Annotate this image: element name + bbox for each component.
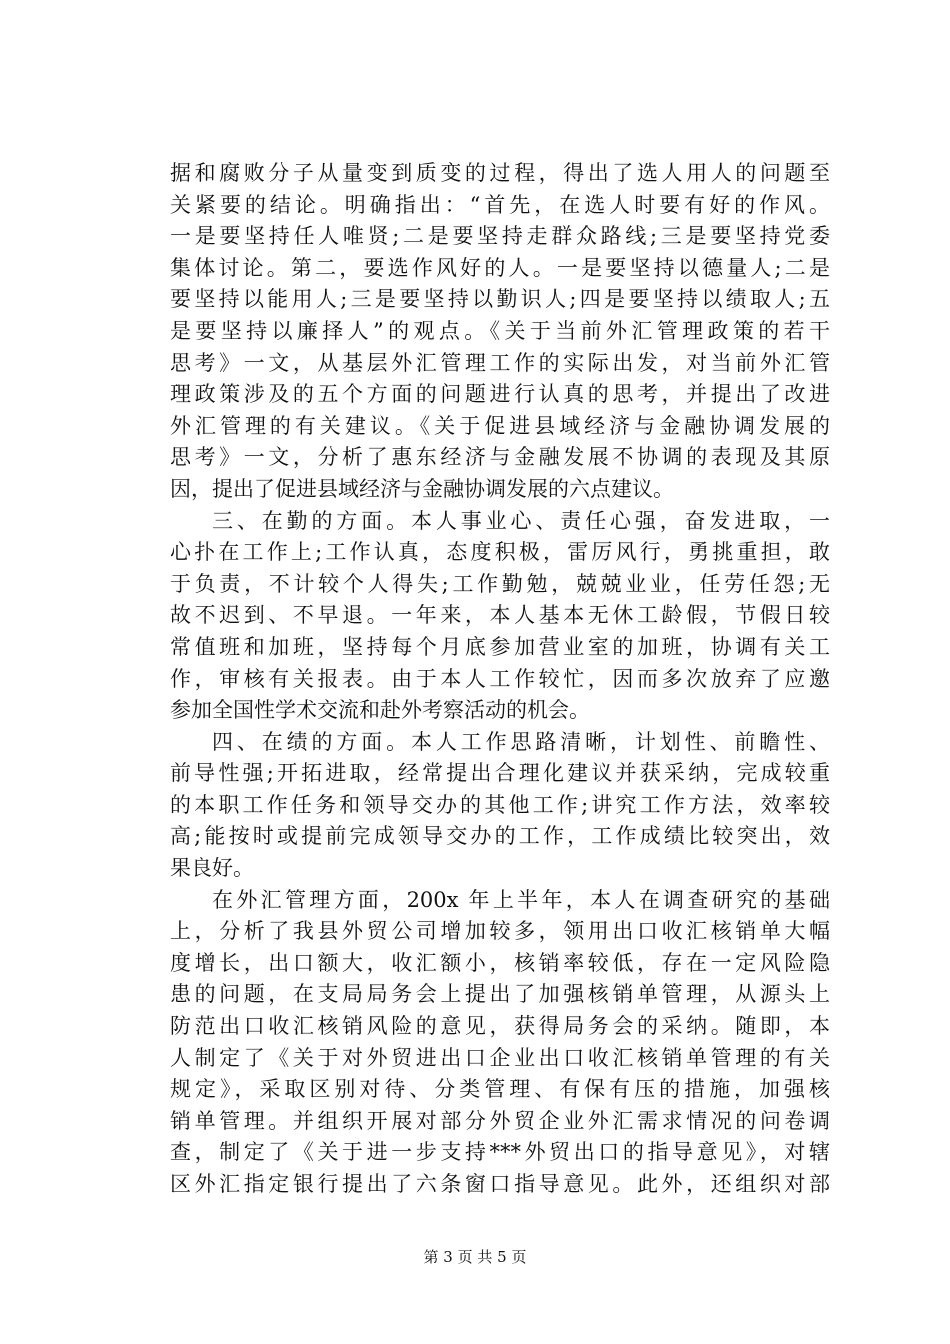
text-line: 参加全国性学术交流和赴外考察活动的机会。 — [170, 698, 590, 723]
text-line: 度增长，出口额大，收汇额小，核销率较低，存在一定风险隐 — [170, 950, 830, 975]
text-line: 区外汇指定银行提出了六条窗口指导意见。此外，还组织对部 — [170, 1172, 830, 1196]
text-line: 是要坚持以廉择人”的观点。《关于当前外汇管理政策的若干 — [170, 318, 830, 343]
text-line: 高;能按时或提前完成领导交办的工作，工作成绩比较突出，效 — [170, 824, 830, 849]
text-line: 心扑在工作上;工作认真，态度积极，雷厉风行，勇挑重担，敢 — [170, 540, 830, 565]
text-line: 理政策涉及的五个方面的问题进行认真的思考，并提出了改进 — [170, 382, 830, 407]
text-line: 作，审核有关报表。由于本人工作较忙，因而多次放弃了应邀 — [170, 666, 830, 691]
text-line: 故不迟到、不早退。一年来，本人基本无休工龄假，节假日较 — [170, 603, 830, 628]
text-line: 一是要坚持任人唯贤;二是要坚持走群众路线;三是要坚持党委 — [170, 224, 830, 249]
text-line: 防范出口收汇核销风险的意见，获得局务会的采纳。随即，本 — [170, 1014, 830, 1039]
text-line: 在外汇管理方面，200x 年上半年，本人在调查研究的基础 — [212, 887, 830, 912]
text-line: 人制定了《关于对外贸进出口企业出口收汇核销单管理的有关 — [170, 1045, 830, 1070]
text-line: 关紧要的结论。明确指出：“首先，在选人时要有好的作风。 — [170, 192, 830, 217]
text-line: 的本职工作任务和领导交办的其他工作;讲究工作方法，效率较 — [170, 792, 830, 817]
text-line: 规定》，采取区别对待、分类管理、有保有压的措施，加强核 — [170, 1077, 830, 1102]
text-line: 果良好。 — [170, 856, 254, 881]
text-line: 要坚持以能用人;三是要坚持以勤识人;四是要坚持以绩取人;五 — [170, 287, 830, 312]
text-line: 外汇管理的有关建议。《关于促进县域经济与金融协调发展的 — [170, 413, 830, 438]
text-line: 于负责，不计较个人得失;工作勤勉，兢兢业业，任劳任怨;无 — [170, 571, 830, 596]
text-line: 前导性强;开拓进取，经常提出合理化建议并获采纳，完成较重 — [170, 761, 830, 786]
document-body — [170, 158, 830, 1201]
text-line: 思考》一文，从基层外汇管理工作的实际出发，对当前外汇管 — [170, 350, 830, 375]
text-line: 思考》一文，分析了惠东经济与金融发展不协调的表现及其原 — [170, 445, 830, 470]
text-line: 集体讨论。第二，要选作风好的人。一是要坚持以德量人;二是 — [170, 255, 830, 280]
text-line: 患的问题，在支局局务会上提出了加强核销单管理，从源头上 — [170, 982, 830, 1007]
text-line: 四、在绩的方面。本人工作思路清晰，计划性、前瞻性、 — [212, 729, 830, 754]
text-line: 据和腐败分子从量变到质变的过程，得出了选人用人的问题至 — [170, 161, 830, 185]
text-line: 销单管理。并组织开展对部分外贸企业外汇需求情况的问卷调 — [170, 1108, 830, 1133]
text-line: 常值班和加班，坚持每个月底参加营业室的加班，协调有关工 — [170, 634, 830, 659]
page-footer: 第 3 页 共 5 页 — [423, 1248, 527, 1266]
text-line: 三、在勤的方面。本人事业心、责任心强，奋发进取，一 — [212, 508, 830, 533]
text-line: 查，制定了《关于进一步支持***外贸出口的指导意见》，对辖 — [170, 1140, 830, 1165]
text-line: 上，分析了我县外贸公司增加较多，领用出口收汇核销单大幅 — [170, 919, 830, 944]
text-line: 因，提出了促进县域经济与金融协调发展的六点建议。 — [170, 476, 674, 501]
